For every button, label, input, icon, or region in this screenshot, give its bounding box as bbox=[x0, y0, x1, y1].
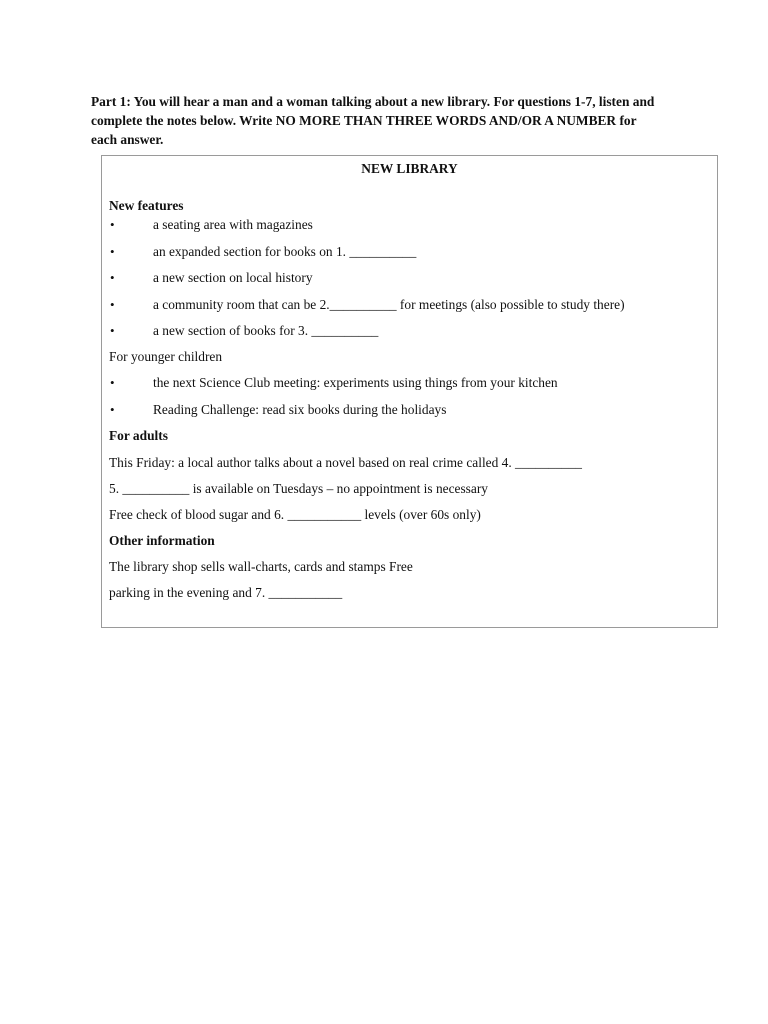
feature-item-5: a new section of books for 3. __________ bbox=[153, 323, 379, 338]
instructions-line-2: complete the notes below. Write NO MORE THAN THREE WORDS AND/OR A NUMBER for bbox=[91, 113, 637, 128]
feature-item-4: a community room that can be 2.__________ for meetings (also possible to study there) bbox=[153, 297, 625, 312]
adults-line-2: 5. __________ is available on Tuesdays – no appointment is necessary bbox=[109, 481, 488, 496]
heading-adults: For adults bbox=[109, 428, 168, 443]
feature-item-1: a seating area with magazines bbox=[153, 217, 313, 232]
heading-other-information: Other information bbox=[109, 533, 215, 548]
adults-line-3: Free check of blood sugar and 6. ___________ levels (over 60s only) bbox=[109, 507, 481, 522]
instructions-line-3: each answer. bbox=[91, 132, 164, 147]
bullet-icon: • bbox=[110, 402, 115, 417]
bullet-icon: • bbox=[110, 323, 115, 338]
instructions bbox=[91, 92, 691, 149]
bullet-icon: • bbox=[110, 244, 115, 259]
bullet-icon: • bbox=[110, 297, 115, 312]
bullet-icon: • bbox=[110, 217, 115, 232]
heading-younger-children: For younger children bbox=[109, 349, 223, 364]
instructions-line-1: Part 1: You will hear a man and a woman talking about a new library. For questions 1-7, listen and bbox=[91, 94, 655, 109]
other-line-2: parking in the evening and 7. ___________ bbox=[109, 585, 343, 600]
other-line-1: The library shop sells wall-charts, cards and stamps Free bbox=[109, 559, 413, 574]
feature-item-2: an expanded section for books on 1. __________ bbox=[153, 244, 417, 259]
adults-line-1: This Friday: a local author talks about a novel based on real crime called 4. __________ bbox=[109, 455, 583, 470]
notes-title: NEW LIBRARY bbox=[361, 161, 458, 176]
feature-item-3: a new section on local history bbox=[153, 270, 313, 285]
bullet-icon: • bbox=[110, 270, 115, 285]
children-item-2: Reading Challenge: read six books during the holidays bbox=[153, 402, 447, 417]
bullet-icon: • bbox=[110, 375, 115, 390]
heading-new-features: New features bbox=[109, 198, 184, 213]
notes-box bbox=[101, 155, 718, 628]
children-item-1: the next Science Club meeting: experiments using things from your kitchen bbox=[153, 375, 558, 390]
